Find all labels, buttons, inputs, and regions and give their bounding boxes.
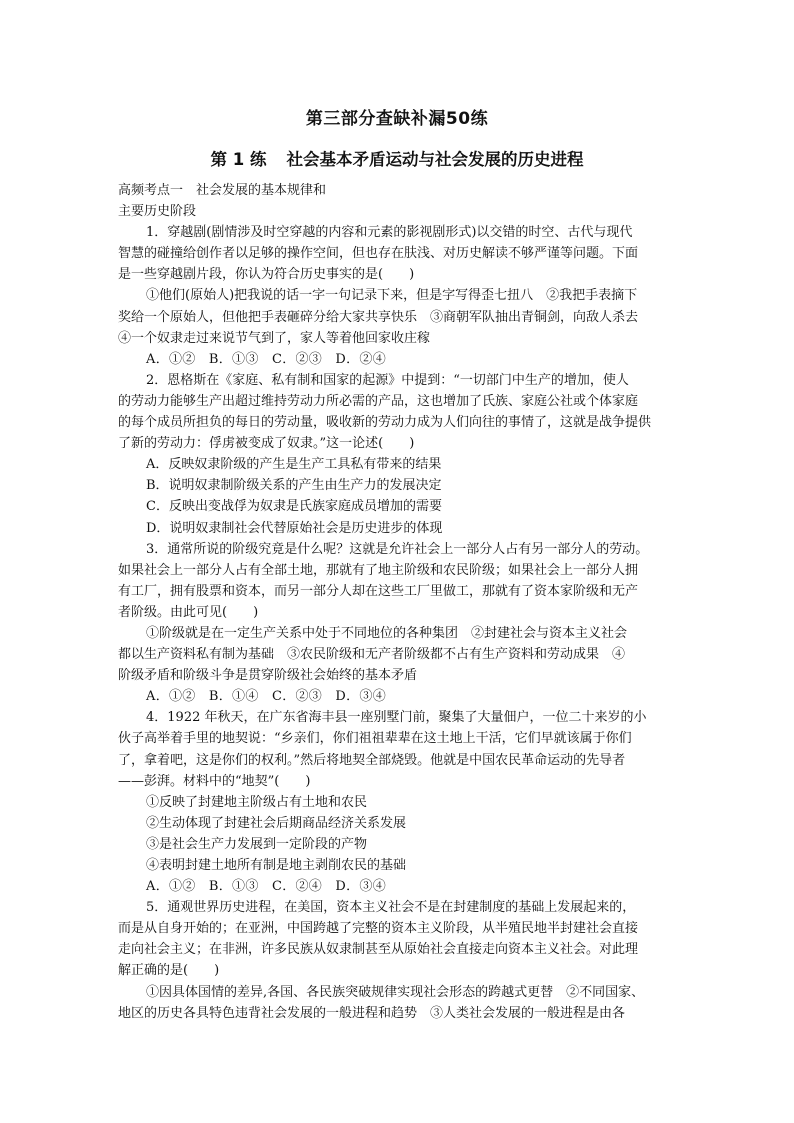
section-heading-line-2: 主要历史阶段 — [118, 204, 197, 220]
question-stem-line: ——彭湃。材料中的“地契”( ) — [118, 773, 311, 789]
statement-3: ③是社会生产力发展到一定阶段的产物 — [146, 836, 368, 852]
answer-options: A．①② B．①③ C．②④ D．③④ — [146, 879, 387, 895]
statement-line: 地区的历史各具特色违背社会发展的一般进程和趋势 ③人类社会发展的一般进程是由各 — [118, 1005, 626, 1021]
statement-line: ①因具体国情的差异,各国、各民族突破规律实现社会形态的跨越式更替 ②不同国家、 — [146, 984, 645, 1000]
answer-options: A．①② B．①④ C．②③ D．③④ — [146, 689, 387, 705]
statement-line: ①阶级就是在一定生产关系中处于不同地位的各种集团 ②封建社会与资本主义社会 — [146, 625, 628, 641]
question-2 — [118, 370, 678, 539]
question-stem-line: 解正确的是( ) — [118, 963, 220, 979]
statement-4: ④表明封建土地所有制是地主剥削农民的基础 — [146, 858, 407, 873]
section-heading-line-1: 高频考点一 社会发展的基本规律和 — [118, 183, 327, 198]
answer-choice-c: C．反映出变战俘为奴隶是氏族家庭成员增加的需要 — [146, 499, 442, 515]
statement-line: 阶级矛盾和阶级斗争是贯穿阶级社会始终的基本矛盾 — [118, 668, 418, 684]
answer-choice-b: B．说明奴隶制阶级关系的产生由生产力的发展决定 — [146, 478, 442, 494]
question-stem-line: 的每个成员所担负的每日的劳动量，吸收新的劳动力成为人们向往的事情了，这就是战争提供 — [118, 415, 652, 431]
question-stem-line: 伙子高举着手里的地契说：“乡亲们，你们祖祖辈辈在这土地上干活，它们早就该属于你们 — [118, 731, 632, 747]
question-stem-line: 智慧的碰撞给创作者以足够的操作空间，但也存在肤浅、对历史解读不够严谨等问题。下面 — [118, 246, 639, 262]
statement-line: ④一个奴隶走过来说节气到了，家人等着他回家收庄稼 — [118, 330, 431, 346]
question-stem-line: 如果社会上一部分人占有全部土地，那就有了地主阶级和农民阶级；如果社会上一部分人拥 — [118, 562, 639, 578]
question-3 — [118, 539, 678, 708]
question-stem-line: 5．通观世界历史进程，在美国，资本主义社会不是在封建制度的基础上发展起来的， — [146, 900, 636, 916]
question-stem-line: 4．1922 年秋天，在广东省海丰县一座别墅门前，聚集了大量佃户，一位二十来岁的小 — [146, 710, 647, 726]
statement-line: ①他们(原始人)把我说的话一字一句记录下来，但是字写得歪七扭八 ②我把手表摘下 — [146, 288, 638, 304]
document-title: 第三部分查缺补漏50练 — [305, 109, 489, 129]
lesson-heading — [0, 146, 794, 170]
question-stem-line: 2．恩格斯在《家庭、私有制和国家的起源》中提到：“一切部门中生产的增加，使人 — [146, 372, 629, 388]
question-stem-line: 了，拿着吧，这是你们的权利。”然后将地契全部烧毁。他就是中国农民革命运动的先导者 — [118, 752, 626, 768]
question-stem-line: 1．穿越剧(剧情涉及时空穿越的内容和元素的影视剧形式)以交错的时空、古代与现代 — [146, 225, 633, 241]
question-stem-line: 走向社会主义；在非洲，许多民族从奴隶制甚至从原始社会直接走向资本主义社会。对此理 — [118, 942, 639, 958]
lesson-number: 第 1 练 — [210, 150, 267, 169]
question-stem-line: 是一些穿越剧片段，你认为符合历史事实的是( ) — [118, 267, 415, 283]
question-1 — [118, 222, 678, 370]
statement-2: ②生动体现了封建社会后期商品经济关系发展 — [146, 815, 407, 831]
question-stem-line: 3．通常所说的阶级究竟是什么呢？这就是允许社会上一部分人占有另一部分人的劳动。 — [146, 541, 649, 557]
answer-options: A．①② B．①③ C．②③ D．②④ — [146, 351, 387, 367]
statement-1: ①反映了封建地主阶级占有土地和农民 — [146, 794, 368, 810]
question-stem-line: 的劳动力能够生产出超过维持劳动力所必需的产品，这也增加了氏族、家庭公社或个体家庭 — [118, 393, 639, 409]
question-stem-line: 有工厂，拥有股票和资本，而另一部分人却在这些工厂里做工，那就有了资本家阶级和无产 — [118, 583, 639, 599]
question-stem-line: 了新的劳动力：俘虏被变成了奴隶。”这一论述( ) — [118, 436, 415, 452]
lesson-title: 社会基本矛盾运动与社会发展的历史进程 — [286, 150, 584, 169]
statement-line: 奖给一个原始人，但他把手表砸碎分给大家共享快乐 ③商朝军队抽出青铜剑，向敌人杀去 — [118, 309, 639, 325]
answer-choice-a: A．反映奴隶阶级的产生是生产工具私有带来的结果 — [146, 457, 442, 473]
statement-line: 都以生产资料私有制为基础 ③农民阶级和无产者阶级都不占有生产资料和劳动成果 ④ — [118, 647, 626, 663]
answer-choice-d: D．说明奴隶制社会代替原始社会是历史进步的体现 — [146, 520, 443, 536]
question-5 — [118, 897, 678, 1024]
question-stem-line: 者阶级。由此可见( ) — [118, 604, 259, 620]
question-stem-line: 而是从自身开始的；在亚洲，中国跨越了完整的资本主义阶段，从半殖民地半封建社会直接 — [118, 921, 639, 937]
question-4 — [118, 707, 678, 897]
document-body — [118, 180, 678, 1024]
